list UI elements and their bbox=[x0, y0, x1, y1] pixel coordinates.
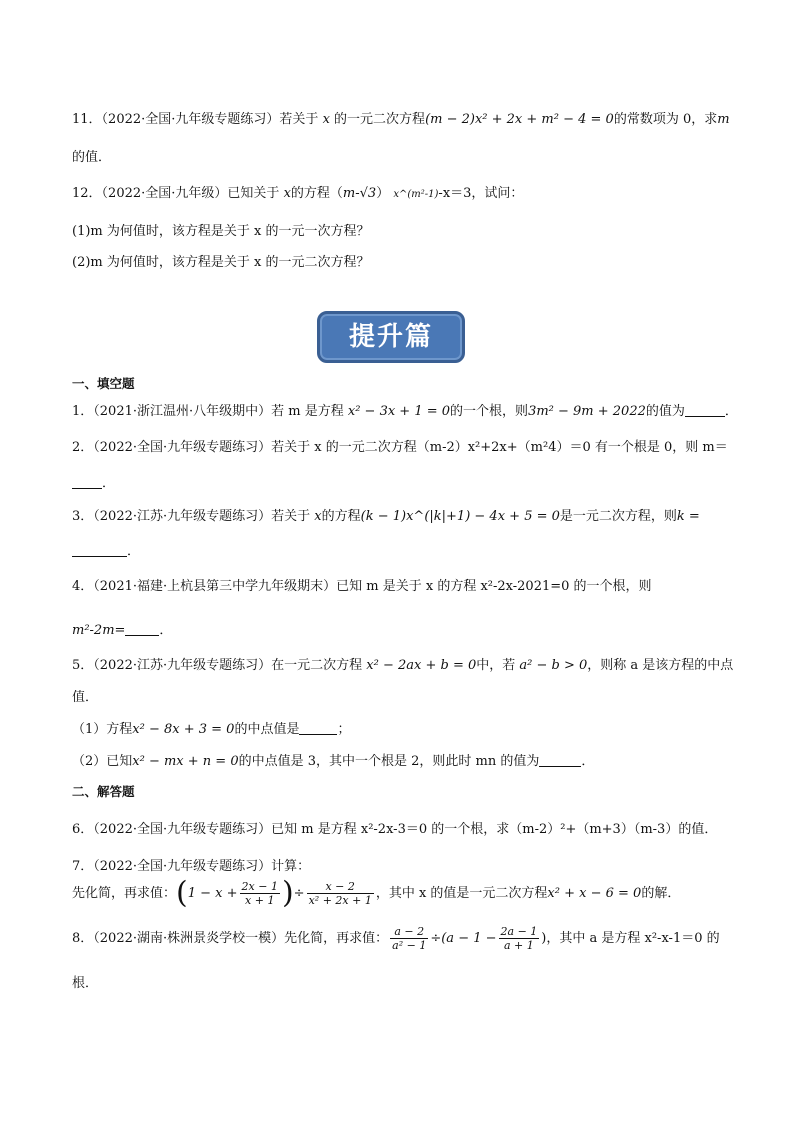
q7-line1 bbox=[72, 855, 310, 874]
q5-line2 bbox=[72, 686, 98, 705]
q12-number: 12． bbox=[72, 186, 102, 201]
q12-expr: m-√3 bbox=[342, 186, 377, 201]
q11-line1 bbox=[72, 108, 730, 127]
q6-number: 6． bbox=[72, 822, 94, 837]
q3-line2 bbox=[72, 540, 140, 559]
q3-equation: (k − 1)x^(|k|+1) − 4x + 5 = 0 bbox=[360, 509, 560, 524]
section-fill-blank-heading: 一、填空题 bbox=[72, 376, 135, 391]
q3-line1: 3．（2022·江苏·九年级专题练习）若关于 x的方程(k − 1)x^(|k|+1) − 4x + 5 = 0是一元二次方程，则k = bbox=[72, 509, 700, 524]
q8-frac2-num: 2a − 1 bbox=[500, 925, 538, 938]
q7-lead: 1 − x + bbox=[187, 886, 238, 901]
q3-text-b: 的方程 bbox=[321, 509, 361, 524]
q8-text-a: 先化简，再求值： bbox=[284, 931, 389, 946]
q5-text-a: 在一元二次方程 bbox=[271, 658, 363, 673]
q3-number: 3． bbox=[72, 509, 94, 524]
q7-equation: x² + x − 6 = 0 bbox=[547, 886, 642, 901]
q5-part1 bbox=[72, 718, 350, 737]
q7-div: ÷ bbox=[293, 886, 305, 901]
q12-power: x^(m²-1) bbox=[393, 189, 439, 200]
q11-var-x: x bbox=[322, 112, 330, 127]
q6-source: （2022·全国·九年级专题练习） bbox=[93, 822, 272, 837]
q12-line1: 12．（2022·全国·九年级）已知关于 x的方程（m-√3） x^(m²-1)-x＝3，试问： bbox=[72, 186, 524, 201]
q2-source: （2022·全国·九年级专题练习） bbox=[93, 440, 272, 455]
q8-number: 8． bbox=[72, 931, 94, 946]
q7-line2-c: 的解． bbox=[641, 886, 681, 901]
q1-text-c: 的值为 bbox=[645, 404, 685, 419]
q3-text-c: 是一元二次方程，则 bbox=[559, 509, 677, 524]
q12-part1 bbox=[72, 220, 369, 239]
q8-line2-text: 根． bbox=[72, 976, 99, 991]
q1-text-b: 的一个根，则 bbox=[450, 404, 529, 419]
q1-number: 1． bbox=[72, 404, 94, 419]
q5-part2-a: （2）已知 bbox=[72, 754, 133, 769]
q12-text-a: 已知关于 bbox=[227, 186, 280, 201]
q11-text-c: 的常数项为 0，求 bbox=[613, 112, 718, 127]
q8-source: （2022·湖南·株洲景炎学校一模） bbox=[93, 931, 285, 946]
q4-source: （2021·福建·上杭县第三中学九年级期末） bbox=[93, 579, 337, 594]
q5-part2-blank[interactable] bbox=[539, 754, 581, 767]
q12-source: （2022·全国·九年级） bbox=[101, 186, 228, 201]
q11-source: （2022·全国·九年级专题练习） bbox=[101, 112, 280, 127]
q11-number: 11． bbox=[72, 112, 102, 127]
q1-end: ． bbox=[724, 404, 738, 419]
q4-answer-blank[interactable] bbox=[125, 623, 159, 636]
q7-number: 7． bbox=[72, 859, 94, 874]
q6-text: 已知 m 是方程 x²-2x-3＝0 的一个根，求（m-2）²+（m+3）（m-3）的值． bbox=[271, 822, 718, 837]
q11-line2 bbox=[72, 146, 111, 165]
section-solve-heading: 二、解答题 bbox=[72, 784, 135, 799]
q7-frac2-den: x² + 2x + 1 bbox=[308, 894, 372, 907]
q8-frac2 bbox=[499, 925, 540, 952]
q8-frac1-den: a² − 1 bbox=[392, 939, 427, 952]
q8-text-b: ，其中 a 是方程 x²-x-1＝0 的 bbox=[546, 931, 720, 946]
q8-mid: ÷(a − 1 − bbox=[430, 931, 497, 946]
q12-part2 bbox=[72, 251, 369, 270]
q2-text-a: 若关于 x 的一元二次方程（m-2）x²+2x+（m²4）＝0 有一个根是 0，则 m＝ bbox=[271, 440, 728, 455]
q12-part1-text: (1)m 为何值时，该方程是关于 x 的一元一次方程？ bbox=[72, 224, 370, 239]
q5-part2-eq: x² − mx + n = 0 bbox=[132, 754, 239, 769]
q5-equation: x² − 2ax + b = 0 bbox=[366, 658, 477, 673]
q5-part1-blank[interactable] bbox=[299, 722, 337, 735]
q8-close: ) bbox=[541, 931, 547, 946]
section-badge: 提升篇 bbox=[317, 311, 465, 363]
q2-line1 bbox=[72, 436, 728, 455]
q5-number: 5． bbox=[72, 658, 94, 673]
q1-line bbox=[72, 400, 738, 419]
q8-line2 bbox=[72, 972, 98, 991]
q8-line1 bbox=[72, 925, 720, 952]
q1-equation: x² − 3x + 1 = 0 bbox=[347, 404, 451, 419]
q5-part2-end: ． bbox=[581, 754, 595, 769]
q8-frac1 bbox=[390, 925, 428, 952]
q2-answer-blank[interactable] bbox=[72, 476, 102, 489]
q8-frac2-den: a + 1 bbox=[504, 939, 534, 952]
q12-text-d: -x＝3，试问： bbox=[438, 186, 524, 201]
q1-expr: 3m² − 9m + 2022 bbox=[528, 404, 646, 419]
q11-text-b: 的一元二次方程 bbox=[334, 112, 426, 127]
q3-end: ． bbox=[127, 544, 141, 559]
q11-line2-text: 的值． bbox=[72, 150, 112, 165]
q5-part2 bbox=[72, 750, 594, 769]
q4-line2 bbox=[72, 619, 172, 638]
q5-text-b: 中，若 bbox=[476, 658, 516, 673]
q11-var-m: m bbox=[717, 112, 730, 127]
q7-text: 计算： bbox=[271, 859, 311, 874]
q7-line2-b: ，其中 x 的值是一元二次方程 bbox=[375, 886, 548, 901]
q5-part2-b: 的中点值是 3，其中一个根是 2，则此时 mn 的值为 bbox=[238, 754, 540, 769]
q7-frac1-num: 2x − 1 bbox=[241, 880, 278, 893]
q5-part1-eq: x² − 8x + 3 = 0 bbox=[132, 722, 235, 737]
q7-frac1-den: x + 1 bbox=[245, 894, 275, 907]
q5-condition: a² − b > 0 bbox=[519, 658, 588, 673]
q3-source: （2022·江苏·九年级专题练习） bbox=[93, 509, 272, 524]
q5-line1 bbox=[72, 654, 733, 673]
q5-part1-b: 的中点值是 bbox=[234, 722, 300, 737]
q6-line bbox=[72, 818, 717, 837]
q12-text-b: 的方程（ bbox=[290, 186, 343, 201]
q4-line2-text: m²-2m= bbox=[72, 623, 126, 638]
q4-line1 bbox=[72, 575, 652, 594]
q7-source: （2022·全国·九年级专题练习） bbox=[93, 859, 272, 874]
q7-frac2 bbox=[307, 880, 374, 907]
q7-line2: 先化简，再求值：(1 − x + $\frac{2x - 1}{x + 1}$ )÷ $\frac{x - 2}{\text{x² + 2x + 1}}$ ，其中 x 的值是一元二次方程x² + x − 6 = 0的解． bbox=[72, 875, 681, 911]
q5-part1-end: ； bbox=[337, 722, 351, 737]
q4-text-a: 已知 m 是关于 x 的方程 x²-2x-2021=0 的一个根，则 bbox=[336, 579, 652, 594]
q1-source: （2021·浙江温州·八年级期中） bbox=[93, 404, 272, 419]
q11-equation: (m − 2)x² + 2x + m² − 4 = 0 bbox=[425, 112, 614, 127]
q11-text-a: 若关于 bbox=[279, 112, 319, 127]
q7-line2-a: 先化简，再求值： bbox=[72, 886, 177, 901]
q12-text-c: ） bbox=[376, 186, 390, 201]
q5-part1-a: （1）方程 bbox=[72, 722, 133, 737]
q1-answer-blank[interactable] bbox=[685, 404, 725, 417]
q2-number: 2． bbox=[72, 440, 94, 455]
q1-text-a: 若 m 是方程 bbox=[271, 404, 344, 419]
q4-end: ． bbox=[159, 623, 173, 638]
q5-line2-text: 值． bbox=[72, 690, 99, 705]
q8-frac1-num: a − 2 bbox=[390, 925, 428, 939]
q12-part2-text: (2)m 为何值时，该方程是关于 x 的一元二次方程？ bbox=[72, 255, 370, 270]
q7-frac2-num: x − 2 bbox=[307, 880, 374, 894]
q3-text-a: 若关于 bbox=[271, 509, 311, 524]
q2-end: ． bbox=[102, 476, 116, 491]
q4-number: 4． bbox=[72, 579, 94, 594]
q5-text-c: ，则称 a 是该方程的中点 bbox=[587, 658, 734, 673]
q3-k-eq: k = bbox=[676, 509, 700, 524]
q3-answer-blank[interactable] bbox=[72, 544, 127, 557]
q5-source: （2022·江苏·九年级专题练习） bbox=[93, 658, 272, 673]
q2-line2 bbox=[72, 472, 115, 491]
q7-frac1 bbox=[240, 880, 280, 907]
